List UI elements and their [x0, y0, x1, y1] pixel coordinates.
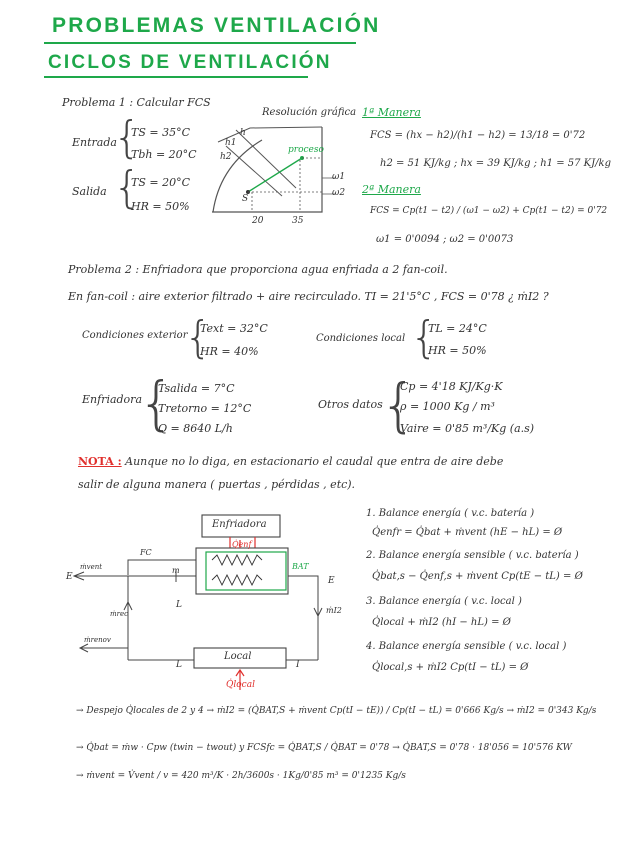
enf-label: Enfriadora [82, 393, 143, 406]
otros-1: Cp = 4'18 KJ/Kg·K [400, 380, 503, 393]
brace-icon: { [113, 112, 141, 163]
otros-label: Otros datos [318, 398, 383, 411]
b2-title: 2. Balance energía sensible ( v.c. batería ) [366, 550, 579, 561]
cond-ext-1: Text = 32°C [200, 322, 268, 335]
brace-icon: { [138, 369, 175, 437]
chart-h2-label: h2 [220, 152, 232, 162]
b4-eq: Q̇local,s + ṁI2 Cp(tI − tL) = Ø [372, 662, 529, 673]
brace-icon: { [113, 162, 141, 213]
diagram-l1: L [176, 660, 182, 670]
nota-text-1: Aunque no lo diga, en estacionario el caudal que entra de aire debe [125, 455, 504, 468]
m1-vals: h2 = 51 KJ/kg ; hx = 39 KJ/kg ; h1 = 57 KJ/kg [380, 158, 611, 169]
chart-h1-label: h1 [225, 138, 237, 148]
cond-ext-label: Condiciones exterior [82, 330, 188, 341]
cond-loc-2: HR = 50% [428, 344, 487, 357]
diagram-m: m [172, 566, 180, 575]
enf-3: Q = 8640 L/h [158, 422, 233, 435]
cond-loc-label: Condiciones local [316, 333, 406, 344]
b3-eq: Q̇local + ṁI2 (hI − hL) = Ø [372, 617, 511, 628]
nota-label: NOTA : [78, 455, 122, 468]
b3-title: 3. Balance energía ( v.c. local ) [366, 596, 522, 607]
final-line-1: → Despejo Q̇locales de 2 y 4 → ṁI2 = (Q̇BAT,S + ṁvent Cp(tI − tE)) / Cp(tI − tL) = 0'666 Kg/s → ṁI2 = 0'343 Kg/s [76, 706, 597, 716]
enf-2: Tretorno = 12°C [158, 402, 252, 415]
chart-s-label: S [242, 194, 249, 204]
diagram-mrenov: ṁrenov [84, 636, 111, 644]
p1-salida-label: Salida [72, 185, 107, 198]
p1-salida-1: TS = 20°C [131, 176, 190, 189]
m1-title: 1ª Manera [362, 106, 421, 119]
diagram-e1: E [66, 572, 73, 582]
diagram-qenf: Q̇enf [232, 540, 252, 549]
diagram-local: Local [224, 651, 252, 662]
diagram-mrec: ṁrec [110, 610, 129, 618]
p1-salida-2: HR = 50% [131, 200, 190, 213]
final-line-3: → ṁvent = V̇vent / v = 420 m³/K · 2h/3600s · 1Kg/0'85 m³ = 0'1235 Kg/s [76, 771, 406, 781]
b1-eq: Q̇enfr = Q̇bat + ṁvent (hE − hL) = Ø [372, 527, 563, 538]
diagram-bat: BAT [292, 562, 309, 571]
final-line-2: → Q̇bat = ṁw · Cpw (twin − twout) y FCSfc = Q̇BAT,S / Q̇BAT = 0'78 → Q̇BAT,S = 0'78 · 18'056 = 10'576 KW [76, 743, 572, 753]
page-subtitle: CICLOS DE VENTILACIÓN [48, 52, 332, 73]
enf-1: Tsalida = 7°C [158, 382, 235, 395]
brace-icon: { [184, 312, 212, 363]
chart-title: Resolución gráfica [262, 107, 357, 118]
p2-fancoil: En fan-coil : aire exterior filtrado + aire recirculado. TI = 21'5°C , FCS = 0'78 ¿ ṁI2 ? [68, 290, 549, 303]
chart-tx-label: 20 [252, 216, 264, 226]
diagram-l2: L [176, 600, 182, 610]
m2-vals: ω1 = 0'0094 ; ω2 = 0'0073 [376, 234, 514, 245]
chart-w2-label: ω2 [332, 188, 346, 198]
b2-eq: Q̇bat,s − Q̇enf,s + ṁvent Cp(tE − tL) = Ø [372, 571, 583, 582]
diagram-i: I [296, 660, 300, 670]
cond-loc-1: TL = 24°C [428, 322, 487, 335]
m2-eq: FCS = Cp(t1 − t2) / (ω1 − ω2) + Cp(t1 − t2) = 0'72 [370, 206, 608, 216]
diagram-fc: FC [140, 548, 152, 557]
nota-text-2: salir de alguna manera ( puertas , pérdidas , etc). [78, 478, 356, 491]
brace-icon: { [410, 312, 438, 363]
diagram-mI2: ṁI2 [326, 606, 342, 615]
otros-3: Vaire = 0'85 m³/Kg (a.s) [400, 422, 535, 435]
diagram-mvent: ṁvent [80, 563, 103, 571]
chart-ty-label: 35 [292, 216, 304, 226]
chart-w1-label: ω1 [332, 172, 346, 182]
otros-2: ρ = 1000 Kg / m³ [400, 400, 495, 413]
brace-icon: { [380, 371, 417, 439]
cond-ext-2: HR = 40% [200, 345, 259, 358]
chart-proceso-label: proceso [288, 145, 324, 155]
page-title: PROBLEMAS VENTILACIÓN [52, 14, 381, 37]
diagram-e2: E [328, 576, 335, 586]
chart-h-label: h [240, 128, 246, 138]
b4-title: 4. Balance energía sensible ( v.c. local ) [366, 641, 567, 652]
diagram-enfriadora: Enfriadora [212, 519, 267, 530]
m2-title: 2ª Manera [362, 183, 421, 196]
p1-entrada-1: TS = 35°C [131, 126, 190, 139]
p1-entrada-label: Entrada [72, 136, 117, 149]
p2-header: Problema 2 : Enfriadora que proporciona agua enfriada a 2 fan-coil. [68, 263, 448, 276]
m1-eq: FCS = (hx − h2)/(h1 − h2) = 13/18 = 0'72 [370, 130, 586, 141]
p1-header: Problema 1 : Calcular FCS [62, 96, 211, 109]
p1-entrada-2: Tbh = 20°C [131, 148, 197, 161]
diagram-qlocal: Q̇local [226, 680, 255, 690]
b1-title: 1. Balance energía ( v.c. batería ) [366, 508, 535, 519]
